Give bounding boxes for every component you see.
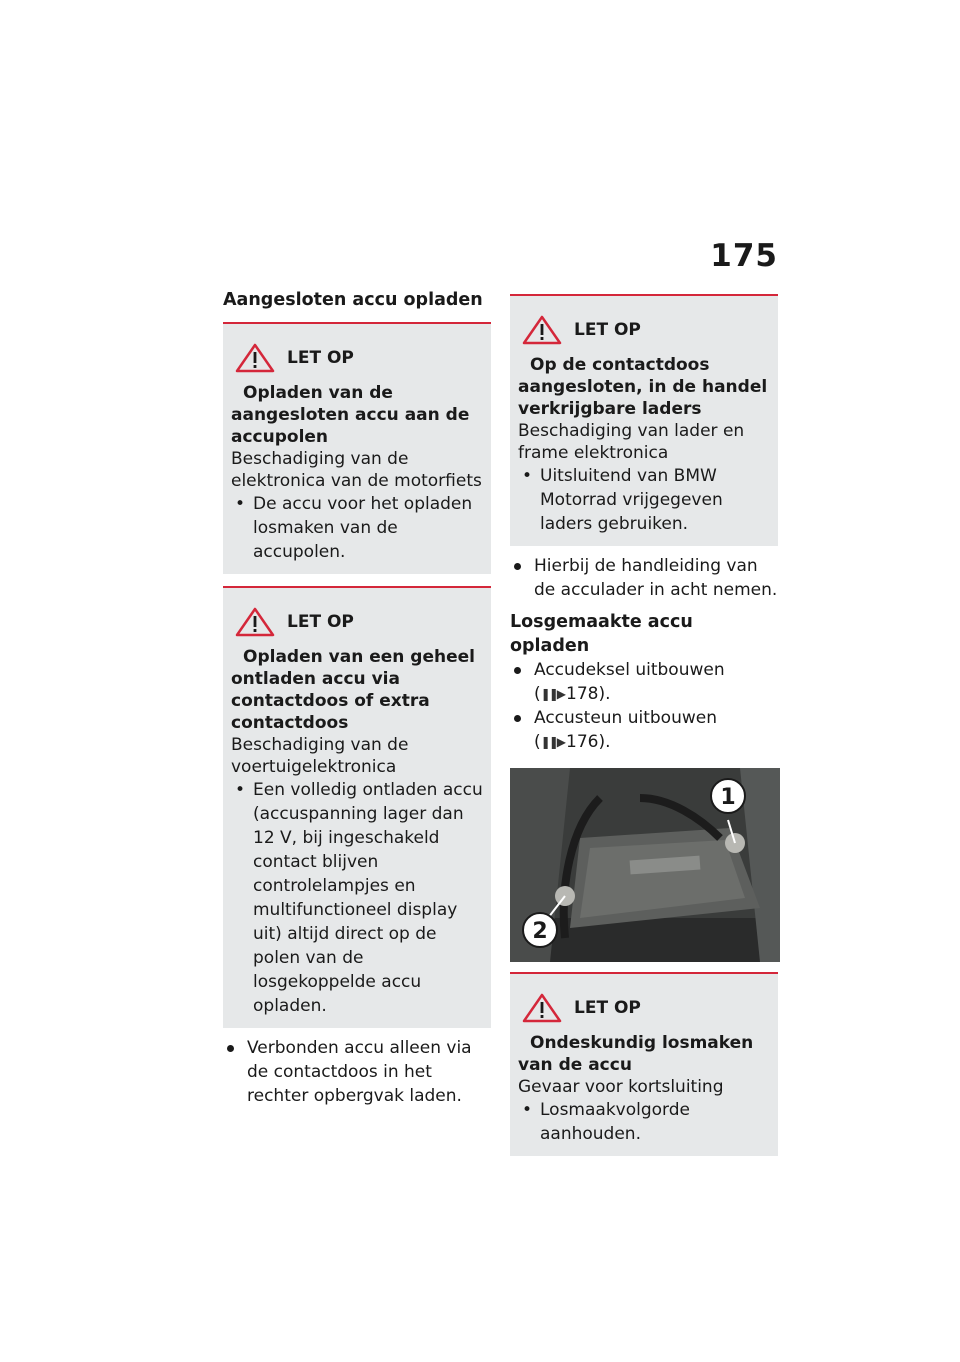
warning-box (510, 294, 778, 546)
page-reference[interactable]: 176 (566, 732, 599, 752)
warning-title: Opladen van de aangesloten accu aan de accupolen (231, 383, 470, 447)
page-number: 175 (710, 238, 778, 274)
warning-text: Gevaar voor kortsluiting (518, 1077, 724, 1097)
photo-label: 2 (532, 919, 548, 944)
warning-text: Beschadiging van lader en frame elektronica (518, 421, 745, 463)
step-item: Accudeksel uitbouwen (❚❚▶ 178). (510, 658, 778, 706)
warning-box (223, 322, 491, 574)
warning-label: LET OP (574, 320, 641, 340)
warning-label: LET OP (574, 998, 641, 1018)
page-reference[interactable]: 178 (566, 684, 599, 704)
warning-text: Beschadiging van de voertuigelektronica (231, 735, 409, 777)
warning-bullet: • Een volledig ontladen accu (accuspanning lager dan 12 V, bij ingeschakeld contact blijven controlelampjes en multifunctioneel display uit) altijd direct op de polen van de losgekoppelde accu opladen. (231, 778, 483, 1018)
step-text: Accusteun uitbouwen (534, 708, 717, 728)
reference-arrow-icon: ❚❚▶ (540, 687, 564, 701)
warning-box (223, 586, 491, 1028)
reference-arrow-icon: ❚❚▶ (540, 735, 564, 749)
list-item: Verbonden accu alleen via de contactdoos in het rechter opbergvak laden. (223, 1036, 491, 1108)
warning-triangle-icon (522, 993, 562, 1023)
warning-box (510, 972, 778, 1156)
warning-bullet: • De accu voor het opladen losmaken van de accupolen. (231, 492, 483, 564)
warning-triangle-icon (522, 315, 562, 345)
section-heading-disconnected: Losgemaakte accu opladen (510, 612, 693, 656)
warning-bullet: • Uitsluitend van BMW Motorrad vrijgegeven laders gebruiken. (518, 464, 770, 536)
warning-label: LET OP (287, 348, 354, 368)
list-item: Hierbij de handleiding van de acculader in acht nemen. (510, 554, 778, 602)
warning-text: Beschadiging van de elektronica van de motorfiets (231, 449, 482, 491)
warning-bullet: • Losmaakvolgorde aanhouden. (518, 1098, 770, 1146)
left-column (223, 288, 491, 1108)
step-text: Accudeksel uitbouwen (534, 660, 725, 680)
section-heading-connected: Aangesloten accu opladen (223, 290, 483, 310)
step-item: Accusteun uitbouwen (❚❚▶ 176). (510, 706, 778, 754)
right-column (510, 294, 778, 1156)
photo-label: 1 (720, 785, 736, 810)
battery-photo (510, 768, 780, 962)
warning-triangle-icon (235, 343, 275, 373)
warning-title: Opladen van een geheel ontladen accu via contactdoos of extra contactdoos (231, 647, 475, 733)
warning-triangle-icon (235, 607, 275, 637)
warning-title: Op de contactdoos aangesloten, in de handel verkrijgbare laders (518, 355, 768, 419)
warning-label: LET OP (287, 612, 354, 632)
warning-title: Ondeskundig losmaken van de accu (518, 1033, 754, 1075)
